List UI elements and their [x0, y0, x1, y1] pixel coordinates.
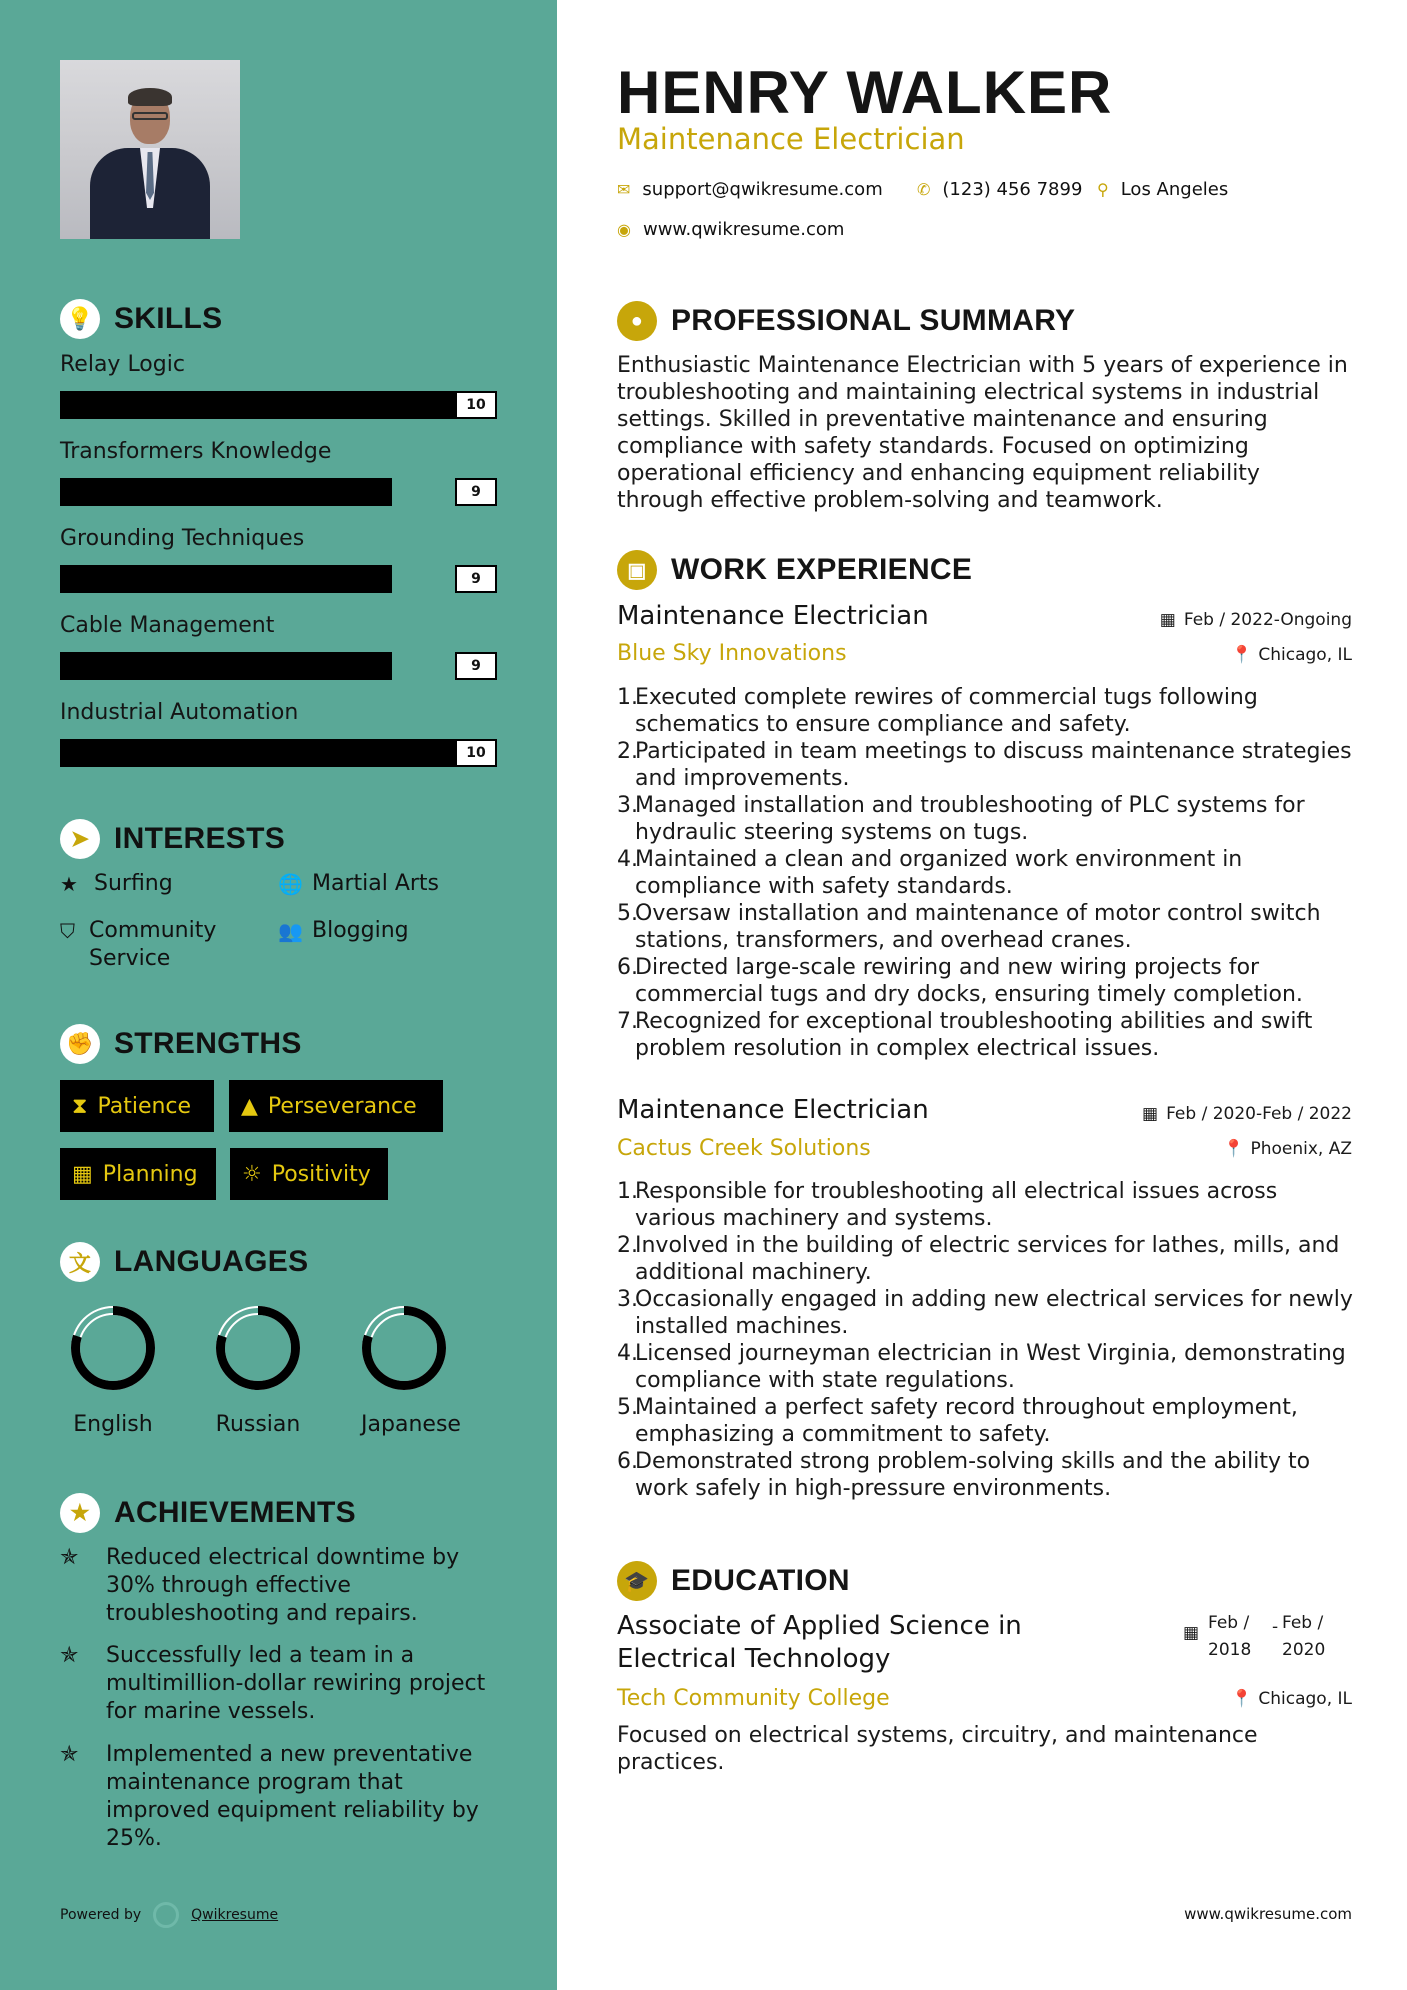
shield-icon: ⛉ — [60, 919, 75, 943]
list-item: 6. Directed large-scale rewiring and new wiring projects for commercial tugs and dry docks, ensuring timely completion. — [617, 955, 1303, 1007]
skill-bar-fill — [60, 652, 392, 680]
skill-name: Grounding Techniques — [60, 526, 305, 551]
degree-title: Associate of Applied Science in Electrical Technology — [617, 1611, 1022, 1674]
skills-heading: 💡 SKILLS — [60, 299, 222, 339]
job-date: ▦ Feb / 2022-Ongoing — [1159, 610, 1352, 630]
language-name: English — [73, 1412, 153, 1437]
contact-location: ⚲ Los Angeles — [1097, 179, 1229, 200]
qwikresume-link[interactable]: Qwikresume — [191, 1907, 279, 1923]
main-content — [617, 0, 1352, 1990]
footer-website[interactable]: www.qwikresume.com — [1184, 1905, 1352, 1923]
language-ring-fill — [221, 1311, 296, 1386]
skill-bar — [60, 391, 497, 419]
skill-level: 10 — [455, 739, 497, 767]
list-item: 3. Occasionally engaged in adding new electrical services for newly installed machines. — [617, 1287, 1353, 1339]
strength-chip: ⧗ Patience — [60, 1080, 214, 1132]
strength-chip: ▲ Perseverance — [229, 1080, 443, 1132]
achievement-item: ✯ Successfully led a team in a multimillion-dollar rewiring project for marine vessels. — [60, 1643, 486, 1724]
map-pin-icon: ⚲ — [1097, 180, 1109, 199]
job-title: Maintenance Electrician — [617, 601, 929, 631]
globe-icon: 🌐 — [278, 872, 303, 896]
user-icon: ● — [617, 301, 657, 341]
list-item: 5. Maintained a perfect safety record throughout employment, emphasizing a commitment to safety. — [617, 1395, 1298, 1447]
achievement-item: ✯ Implemented a new preventative maintenance program that improved equipment reliability by 25%. — [60, 1742, 479, 1851]
language-name: Russian — [215, 1412, 301, 1437]
skill-name: Industrial Automation — [60, 700, 299, 725]
fist-icon: ✊ — [60, 1024, 100, 1064]
list-item: 6. Demonstrated strong problem-solving skills and the ability to work safely in high-pressure environments. — [617, 1449, 1311, 1501]
skill-level: 9 — [455, 478, 497, 506]
experience-heading: ▣ WORK EXPERIENCE — [617, 550, 972, 590]
skill-name: Relay Logic — [60, 352, 185, 377]
skill-bar-fill — [60, 565, 392, 593]
skill-name: Transformers Knowledge — [60, 439, 332, 464]
skill-bar — [60, 478, 497, 506]
skill-level: 9 — [455, 565, 497, 593]
interest-item: ★ Surfing — [60, 871, 173, 896]
candidate-name: HENRY WALKER — [617, 59, 1113, 126]
list-item: 1. Executed complete rewires of commercial tugs following schematics to ensure compliance and safety. — [617, 685, 1258, 737]
job-location: 📍 Chicago, IL — [1231, 645, 1352, 665]
date-separator: - — [1272, 1617, 1279, 1637]
list-item: 4. Maintained a clean and organized work environment in compliance with safety standards. — [617, 847, 1243, 899]
contact-email[interactable]: ✉ support@qwikresume.com — [617, 179, 883, 200]
qwikresume-logo-icon — [153, 1902, 179, 1928]
summary-text: Enthusiastic Maintenance Electrician with 5 years of experience in troubleshooting and maintaining electrical systems in industrial settings. Skilled in preventative maintenance and ensuring compliance with safety standards. Focused on optimizing operational efficiency and enhancing equipment reliability through effective problem-solving and teamwork. — [617, 353, 1348, 513]
language-name: Japanese — [361, 1412, 461, 1437]
language-ring-fill — [367, 1311, 442, 1386]
job-company: Cactus Creek Solutions — [617, 1136, 871, 1161]
language-ring — [354, 1298, 454, 1402]
contact-phone[interactable]: ✆ (123) 456 7899 — [917, 179, 1083, 200]
skill-level: 9 — [455, 652, 497, 680]
graduation-cap-icon: 🎓 — [617, 1561, 657, 1601]
star-icon: ✯ — [60, 1643, 79, 1668]
calendar-icon: ▦ — [72, 1161, 93, 1187]
phone-icon: ✆ — [917, 180, 931, 199]
skill-bar-fill — [60, 391, 497, 419]
list-item: 2. Participated in team meetings to discuss maintenance strategies and improvements. — [617, 739, 1352, 791]
list-item: 3. Managed installation and troubleshooting of PLC systems for hydraulic steering systems on tugs. — [617, 793, 1305, 845]
sidebar — [0, 0, 557, 1990]
job-location: 📍 Phoenix, AZ — [1223, 1139, 1352, 1159]
interest-item: ⛉ Community Service — [60, 918, 217, 971]
skill-bar-fill — [60, 739, 497, 767]
strength-chip: ☼ Positivity — [230, 1148, 388, 1200]
languages-heading: 文 LANGUAGES — [60, 1242, 308, 1282]
education-heading: 🎓 EDUCATION — [617, 1561, 850, 1601]
language-ring — [208, 1298, 308, 1402]
skill-bar — [60, 739, 497, 767]
interest-item: 🌐 Martial Arts — [278, 871, 440, 896]
achievements-heading: ★ ACHIEVEMENTS — [60, 1493, 356, 1533]
list-item: 1. Responsible for troubleshooting all electrical issues across various machinery and systems. — [617, 1179, 1278, 1231]
calendar-icon: ▦ — [1159, 610, 1176, 630]
award-star-icon: ★ — [60, 1493, 100, 1533]
language-ring-fill — [76, 1311, 151, 1386]
skill-bar — [60, 652, 497, 680]
interest-item: 👥 Blogging — [278, 918, 409, 943]
star-icon: ★ — [60, 872, 78, 896]
skill-name: Cable Management — [60, 613, 275, 638]
star-icon: ✯ — [60, 1742, 79, 1767]
candidate-role: Maintenance Electrician — [617, 122, 965, 156]
education-description: Focused on electrical systems, circuitry, and maintenance practices. — [617, 1723, 1258, 1775]
calendar-icon: ▦ — [1142, 1104, 1159, 1124]
profile-photo — [60, 60, 240, 239]
list-item: 7. Recognized for exceptional troubleshooting abilities and swift problem resolution in complex electrical issues. — [617, 1009, 1313, 1061]
pin-icon: 📍 — [1223, 1139, 1245, 1159]
strengths-heading: ✊ STRENGTHS — [60, 1024, 302, 1064]
globe-icon: ◉ — [617, 220, 631, 239]
education-location: 📍 Chicago, IL — [1231, 1689, 1352, 1709]
briefcase-icon: ▣ — [617, 550, 657, 590]
job-title: Maintenance Electrician — [617, 1095, 929, 1125]
school-name: Tech Community College — [617, 1686, 890, 1711]
users-icon: 👥 — [278, 919, 303, 943]
language-ring — [63, 1298, 163, 1402]
skill-level: 10 — [455, 391, 497, 419]
achievement-item: ✯ Reduced electrical downtime by 30% through effective troubleshooting and repairs. — [60, 1545, 460, 1626]
powered-by: Powered by Qwikresume — [60, 1902, 278, 1928]
job-duties — [617, 1178, 1357, 1502]
interests-heading: ➤ INTERESTS — [60, 819, 285, 859]
skill-bar-fill — [60, 478, 392, 506]
education-end-date: Feb / 2020 — [1282, 1613, 1326, 1660]
contact-website[interactable]: ◉ www.qwikresume.com — [617, 219, 845, 240]
paper-plane-icon: ➤ — [60, 819, 100, 859]
job-date: ▦ Feb / 2020-Feb / 2022 — [1142, 1104, 1352, 1124]
list-item: 5. Oversaw installation and maintenance of motor control switch stations, transformers, and overhead cranes. — [617, 901, 1321, 953]
skill-bar — [60, 565, 497, 593]
list-item: 4. Licensed journeyman electrician in West Virginia, demonstrating compliance with state regulations. — [617, 1341, 1346, 1393]
star-icon: ✯ — [60, 1545, 79, 1570]
lightbulb-icon: 💡 — [60, 299, 100, 339]
calendar-icon: ▦ — [1183, 1623, 1200, 1643]
job-company: Blue Sky Innovations — [617, 641, 847, 666]
envelope-icon: ✉ — [617, 180, 631, 199]
pin-icon: 📍 — [1231, 1689, 1253, 1709]
education-start-date: Feb / 2018 — [1208, 1613, 1252, 1660]
summary-heading: ● PROFESSIONAL SUMMARY — [617, 301, 1075, 341]
team-icon: ▲ — [241, 1093, 258, 1119]
sun-icon: ☼ — [242, 1161, 262, 1187]
language-icon: 文 — [60, 1242, 100, 1282]
strength-chip: ▦ Planning — [60, 1148, 216, 1200]
hourglass-icon: ⧗ — [72, 1093, 88, 1119]
list-item: 2. Involved in the building of electric services for lathes, mills, and additional machinery. — [617, 1233, 1340, 1285]
pin-icon: 📍 — [1231, 645, 1253, 665]
job-duties — [617, 684, 1357, 1062]
